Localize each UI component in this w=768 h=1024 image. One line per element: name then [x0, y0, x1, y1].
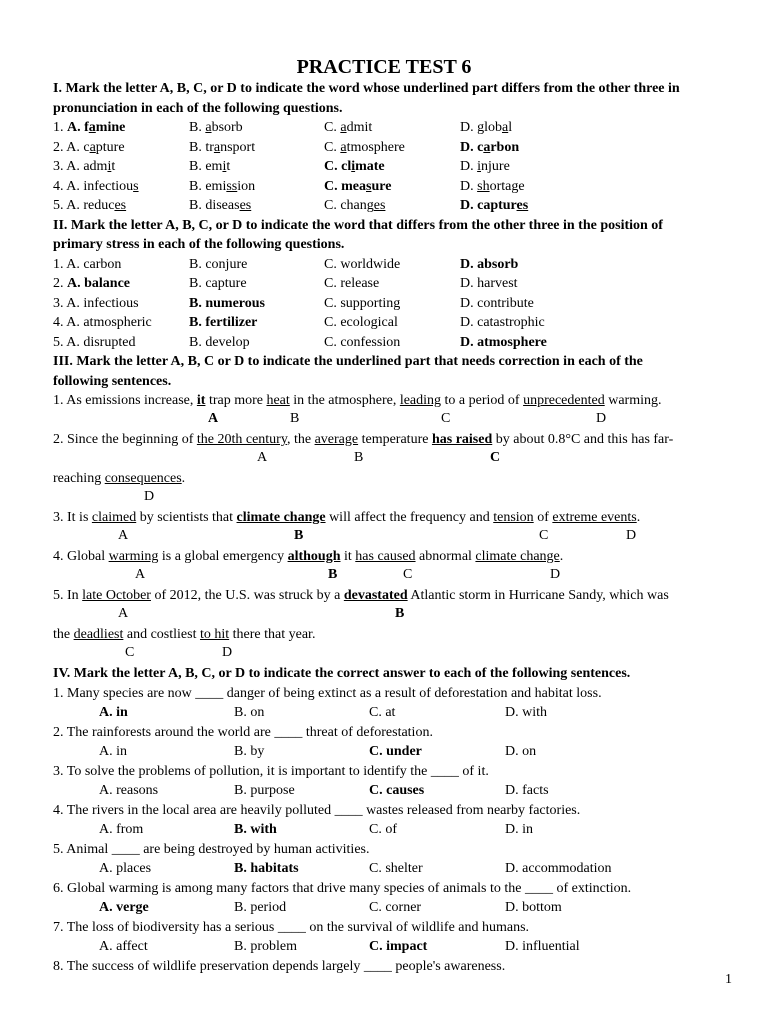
s3-sentence-2-cont: reaching consequences. — [53, 471, 186, 486]
label-c: C — [441, 410, 451, 426]
label-d: D — [144, 488, 155, 504]
option-b: B. conjure — [189, 256, 248, 272]
label-a: A — [118, 605, 129, 621]
label-b: B — [328, 566, 338, 582]
section-1-heading: I. Mark the letter A, B, C, or D to indicate the word whose underlined part differs from the other three in — [53, 81, 680, 96]
option-d: D. accommodation — [505, 861, 612, 876]
label-d: D — [550, 566, 561, 582]
option-d: D. bottom — [505, 900, 562, 915]
s4-options-7 — [53, 937, 743, 957]
s4-question-8: 8. The success of wildlife preservation depends largely ____ people's awareness. — [53, 958, 506, 974]
page-number: 1 — [725, 972, 732, 987]
option-b: B. problem — [234, 939, 297, 954]
s4-question-3: 3. To solve the problems of pollution, it is important to identify the ____ of it. — [53, 763, 489, 779]
option-d: D. contribute — [460, 295, 534, 311]
s1-question-3 — [53, 157, 743, 177]
s2-question-5 — [53, 333, 743, 353]
option-c: C. corner — [369, 900, 422, 915]
option-d: D. influential — [505, 939, 580, 954]
option-a: A. verge — [99, 900, 149, 915]
option-a: A. in — [99, 705, 128, 720]
option-a: A. places — [99, 861, 152, 876]
option-d: D. facts — [505, 783, 549, 798]
s4-question-4: 4. The rivers in the local area are heavily polluted ____ wastes released from nearby factories. — [53, 802, 581, 818]
s2-question-2 — [53, 274, 743, 294]
option-c: C. changes — [324, 198, 386, 213]
label-b: B — [294, 527, 304, 543]
option-b: B. purpose — [234, 783, 295, 798]
option-c: C. measure — [324, 178, 392, 194]
option-a: A. from — [99, 822, 144, 837]
option-a: 5. A. disrupted — [53, 334, 136, 350]
test-content — [53, 79, 743, 976]
s3-sentence-3-labels — [53, 528, 743, 548]
s3-sentence-4-labels — [53, 567, 743, 587]
s4-question-2: 2. The rainforests around the world are ____ threat of deforestation. — [53, 724, 433, 740]
option-b: B. develop — [189, 334, 250, 350]
label-c: C — [539, 527, 549, 543]
s3-sentence-1: 1. As emissions increase, it trap more heat in the atmosphere, leading to a period of unprecedented warming. — [53, 393, 662, 408]
s1-question-5 — [53, 196, 743, 216]
section-3-heading: III. Mark the letter A, B, C or D to indicate the underlined part that needs correction in each of the — [53, 354, 643, 369]
s3-sentence-4: 4. Global warming is a global emergency although it has caused abnormal climate change. — [53, 549, 564, 564]
option-b: B. fertilizer — [189, 315, 258, 330]
option-a: 2. A. capture — [53, 139, 125, 155]
option-c: C. ecological — [324, 315, 398, 330]
option-c: C. of — [369, 822, 397, 837]
option-b: B. by — [234, 744, 265, 759]
option-c: C. at — [369, 705, 396, 720]
option-c: C. atmosphere — [324, 139, 405, 155]
option-b: B. habitats — [234, 861, 299, 876]
label-b: B — [290, 410, 300, 426]
option-a: 4. A. atmospheric — [53, 315, 152, 330]
s2-question-3 — [53, 294, 743, 314]
s4-options-3 — [53, 781, 743, 801]
option-d: D. harvest — [460, 276, 518, 291]
option-a: 1. A. carbon — [53, 256, 122, 272]
section-2-heading: II. Mark the letter A, B, C, or D to indicate the word that differs from the other three in the position of — [53, 217, 663, 233]
option-a: 4. A. infectious — [53, 178, 139, 194]
option-a: 3. A. infectious — [53, 295, 139, 311]
s4-options-5 — [53, 859, 743, 879]
section-1-heading-cont: pronunciation in each of the following questions. — [53, 100, 343, 116]
option-c: C. release — [324, 276, 380, 291]
option-b: B. emission — [189, 178, 256, 194]
option-a: 3. A. admit — [53, 159, 116, 174]
s3-sentence-5-cont-labels — [53, 645, 743, 665]
option-d: D. catastrophic — [460, 315, 545, 330]
s1-question-1 — [53, 118, 743, 138]
option-a: A. in — [99, 744, 127, 759]
label-a: A — [135, 566, 146, 582]
label-a: A — [257, 449, 268, 465]
option-d: D. captures — [460, 198, 529, 213]
label-b: B — [395, 605, 405, 621]
option-a: 1. A. famine — [53, 120, 126, 135]
s3-sentence-2: 2. Since the beginning of the 20th century, the average temperature has raised by about 0.8°C and this has far- — [53, 432, 674, 447]
option-c: C. supporting — [324, 295, 401, 311]
s1-question-4 — [53, 177, 743, 197]
option-c: C. confession — [324, 334, 401, 350]
section-3-heading-cont: following sentences. — [53, 373, 172, 389]
s3-sentence-3: 3. It is claimed by scientists that climate change will affect the frequency and tension of extreme events. — [53, 510, 641, 525]
s4-options-6 — [53, 898, 743, 918]
option-b: B. transport — [189, 139, 256, 155]
option-d: D. global — [460, 120, 513, 135]
option-c: C. impact — [369, 939, 428, 954]
option-b: B. emit — [189, 159, 231, 174]
s3-sentence-2-labels — [53, 450, 743, 470]
option-d: D. on — [505, 744, 537, 759]
s4-options-2 — [53, 742, 743, 762]
s3-sentence-5: 5. In late October of 2012, the U.S. was struck by a devastated Atlantic storm in Hurricane Sandy, which was — [53, 588, 669, 603]
label-c: C — [490, 449, 501, 465]
option-a: A. reasons — [99, 783, 159, 798]
s2-question-1 — [53, 255, 743, 275]
s4-options-4 — [53, 820, 743, 840]
option-c: C. causes — [369, 783, 425, 798]
s1-question-2 — [53, 138, 743, 158]
option-c: C. worldwide — [324, 256, 401, 272]
option-b: B. on — [234, 705, 265, 720]
s4-question-1: 1. Many species are now ____ danger of being extinct as a result of deforestation and habitat loss. — [53, 685, 602, 701]
option-b: B. numerous — [189, 295, 265, 311]
label-d: D — [626, 527, 637, 543]
s4-question-5: 5. Animal ____ are being destroyed by human activities. — [53, 841, 370, 857]
option-a: 5. A. reduces — [53, 198, 127, 213]
option-c: C. climate — [324, 159, 385, 174]
page-title: PRACTICE TEST 6 — [296, 56, 472, 78]
s3-sentence-1-labels — [53, 411, 743, 431]
option-a: A. affect — [99, 939, 148, 954]
option-a: 2. A. balance — [53, 276, 130, 291]
s3-sentence-5-labels — [53, 606, 743, 626]
option-d: D. atmosphere — [460, 334, 547, 350]
option-b: B. capture — [189, 276, 247, 291]
s3-sentence-2-cont-labels — [53, 489, 743, 509]
s4-question-7: 7. The loss of biodiversity has a serious ____ on the survival of wildlife and humans. — [53, 919, 530, 935]
label-c: C — [403, 566, 413, 582]
option-d: D. injure — [460, 159, 510, 174]
option-b: B. absorb — [189, 120, 243, 135]
s4-question-6: 6. Global warming is among many factors that drive many species of animals to the ____ of extinction. — [53, 880, 632, 896]
option-d: D. absorb — [460, 256, 519, 272]
label-d: D — [222, 644, 233, 660]
option-b: B. diseases — [189, 198, 252, 213]
label-c: C — [125, 644, 135, 660]
option-c: C. admit — [324, 120, 373, 135]
s3-sentence-5-cont: the deadliest and costliest to hit there that year. — [53, 627, 316, 642]
option-c: C. under — [369, 744, 422, 759]
option-d: D. carbon — [460, 139, 520, 155]
label-a: A — [208, 410, 219, 426]
option-c: C. shelter — [369, 861, 423, 876]
option-d: D. in — [505, 822, 533, 837]
label-b: B — [354, 449, 364, 465]
label-d: D — [596, 410, 607, 426]
option-b: B. with — [234, 822, 277, 837]
option-d: D. with — [505, 705, 547, 720]
section-4-heading: IV. Mark the letter A, B, C, or D to indicate the correct answer to each of the following sentences. — [53, 666, 631, 681]
label-a: A — [118, 527, 129, 543]
s2-question-4 — [53, 313, 743, 333]
section-2-heading-cont: primary stress in each of the following questions. — [53, 237, 345, 252]
option-b: B. period — [234, 900, 287, 915]
s4-options-1 — [53, 703, 743, 723]
option-d: D. shortage — [460, 178, 525, 194]
